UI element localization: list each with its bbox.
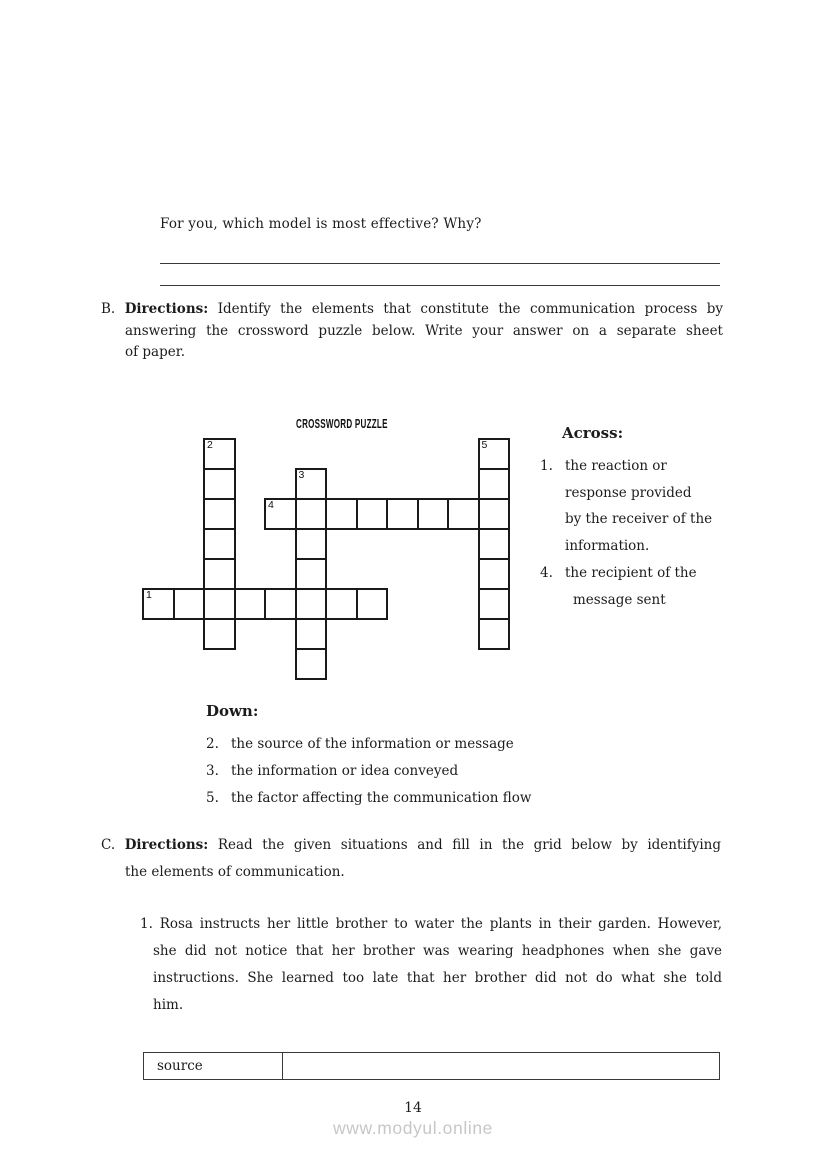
crossword-title: CROSSWORD PUZZLE — [296, 416, 388, 431]
clue-number: 3. — [206, 763, 219, 779]
crossword-cell — [203, 588, 236, 620]
across-clue-1 — [540, 453, 802, 560]
line-text: Identify the elements that constitute the communication process by — [217, 301, 723, 317]
question-text: For you, which model is most effective? Why? — [160, 216, 482, 232]
clue-text — [565, 560, 802, 613]
down-clue-2 — [206, 731, 666, 758]
paragraph-line: the elements of communication. — [125, 864, 345, 880]
crossword-cell — [203, 498, 236, 530]
directions-label: Directions: — [124, 301, 209, 317]
across-clue-4 — [540, 560, 802, 613]
down-clues — [206, 701, 666, 812]
clue-line: information. — [565, 538, 650, 555]
crossword-clue-number: 1 — [146, 589, 152, 601]
crossword-cell — [295, 498, 328, 530]
item-number: 1. — [140, 916, 153, 932]
paragraph-line: answering the crossword puzzle below. Write your answer on a separate sheet — [125, 322, 723, 339]
crossword-grid — [142, 438, 511, 681]
down-items — [206, 731, 666, 812]
clue-text — [565, 453, 802, 560]
crossword-cell — [417, 498, 450, 530]
crossword-clue-number: 4 — [268, 499, 274, 511]
paragraph-line: instructions. She learned too late that her brother did not do what she told — [153, 970, 722, 986]
crossword-cell — [325, 588, 358, 620]
crossword-cell — [203, 468, 236, 500]
clue-line: by the receiver of the — [565, 511, 713, 528]
crossword-cell — [234, 588, 267, 620]
across-clues — [540, 417, 802, 613]
situation-item — [140, 911, 722, 1019]
clue-line: the factor affecting the communication flow — [231, 790, 532, 806]
crossword-cell — [478, 618, 511, 650]
crossword-clue-number: 2 — [207, 439, 213, 451]
crossword-cell — [295, 648, 328, 680]
crossword-cell — [447, 498, 480, 530]
crossword-cell — [295, 588, 328, 620]
crossword-cell — [478, 528, 511, 560]
clue-line: the reaction or — [565, 458, 667, 474]
section-c-paragraph — [101, 832, 721, 886]
section-letter: B. — [101, 301, 116, 317]
crossword-cell — [295, 618, 328, 650]
crossword-cell — [203, 558, 236, 590]
across-heading: Across: — [562, 424, 624, 442]
clue-line: response provided — [565, 484, 692, 501]
crossword-cell — [356, 588, 389, 620]
line-text: Read the given situations and fill in the grid below by identifying — [217, 837, 721, 853]
paragraph-line — [101, 832, 721, 859]
answer-table — [143, 1052, 720, 1080]
clue-number: 5. — [206, 790, 219, 806]
clue-line: the information or idea conveyed — [231, 763, 459, 779]
crossword-clue-number: 3 — [298, 469, 305, 481]
answer-blank-line — [160, 275, 720, 286]
crossword-cell — [173, 588, 206, 620]
crossword-cell — [478, 498, 511, 530]
across-items — [540, 453, 802, 613]
paragraph-line: she did not notice that her brother was wearing headphones when she gave — [153, 943, 722, 959]
crossword-cell — [264, 588, 297, 620]
crossword-cell — [478, 468, 511, 500]
answer-blank-line — [160, 253, 720, 264]
down-clue-3 — [206, 758, 666, 785]
paragraph-line: him. — [153, 997, 184, 1013]
down-heading: Down: — [206, 702, 259, 720]
clue-number: 2. — [206, 736, 219, 752]
directions-label: Directions: — [124, 837, 209, 853]
crossword-cell — [295, 528, 328, 560]
paragraph-line: of paper. — [125, 344, 185, 360]
clue-line: the source of the information or message — [231, 736, 514, 752]
page-number: 14 — [404, 1100, 422, 1116]
down-clue-5 — [206, 785, 666, 812]
clue-line: the recipient of the — [565, 564, 697, 581]
line-text: Rosa instructs her little brother to water the plants in their garden. However, — [159, 916, 722, 932]
table-value-cell — [283, 1053, 719, 1079]
clue-number: 4. — [540, 564, 553, 581]
crossword-cell — [356, 498, 389, 530]
clue-number: 1. — [540, 458, 553, 474]
crossword-cell — [478, 588, 511, 620]
section-b-paragraph — [101, 299, 723, 364]
paragraph-line — [140, 911, 722, 938]
clue-line: message sent — [573, 591, 666, 608]
table-label-cell: source — [144, 1053, 283, 1079]
crossword-cell — [203, 528, 236, 560]
section-letter: C. — [101, 837, 116, 853]
crossword-cell — [295, 558, 328, 590]
crossword-cell — [325, 498, 358, 530]
watermark-text: www.modyul.online — [333, 1118, 493, 1138]
crossword-clue-number: 5 — [481, 439, 488, 451]
crossword-cell — [386, 498, 419, 530]
crossword-cell — [203, 618, 236, 650]
paragraph-line — [101, 299, 723, 321]
crossword-cell — [478, 558, 511, 590]
